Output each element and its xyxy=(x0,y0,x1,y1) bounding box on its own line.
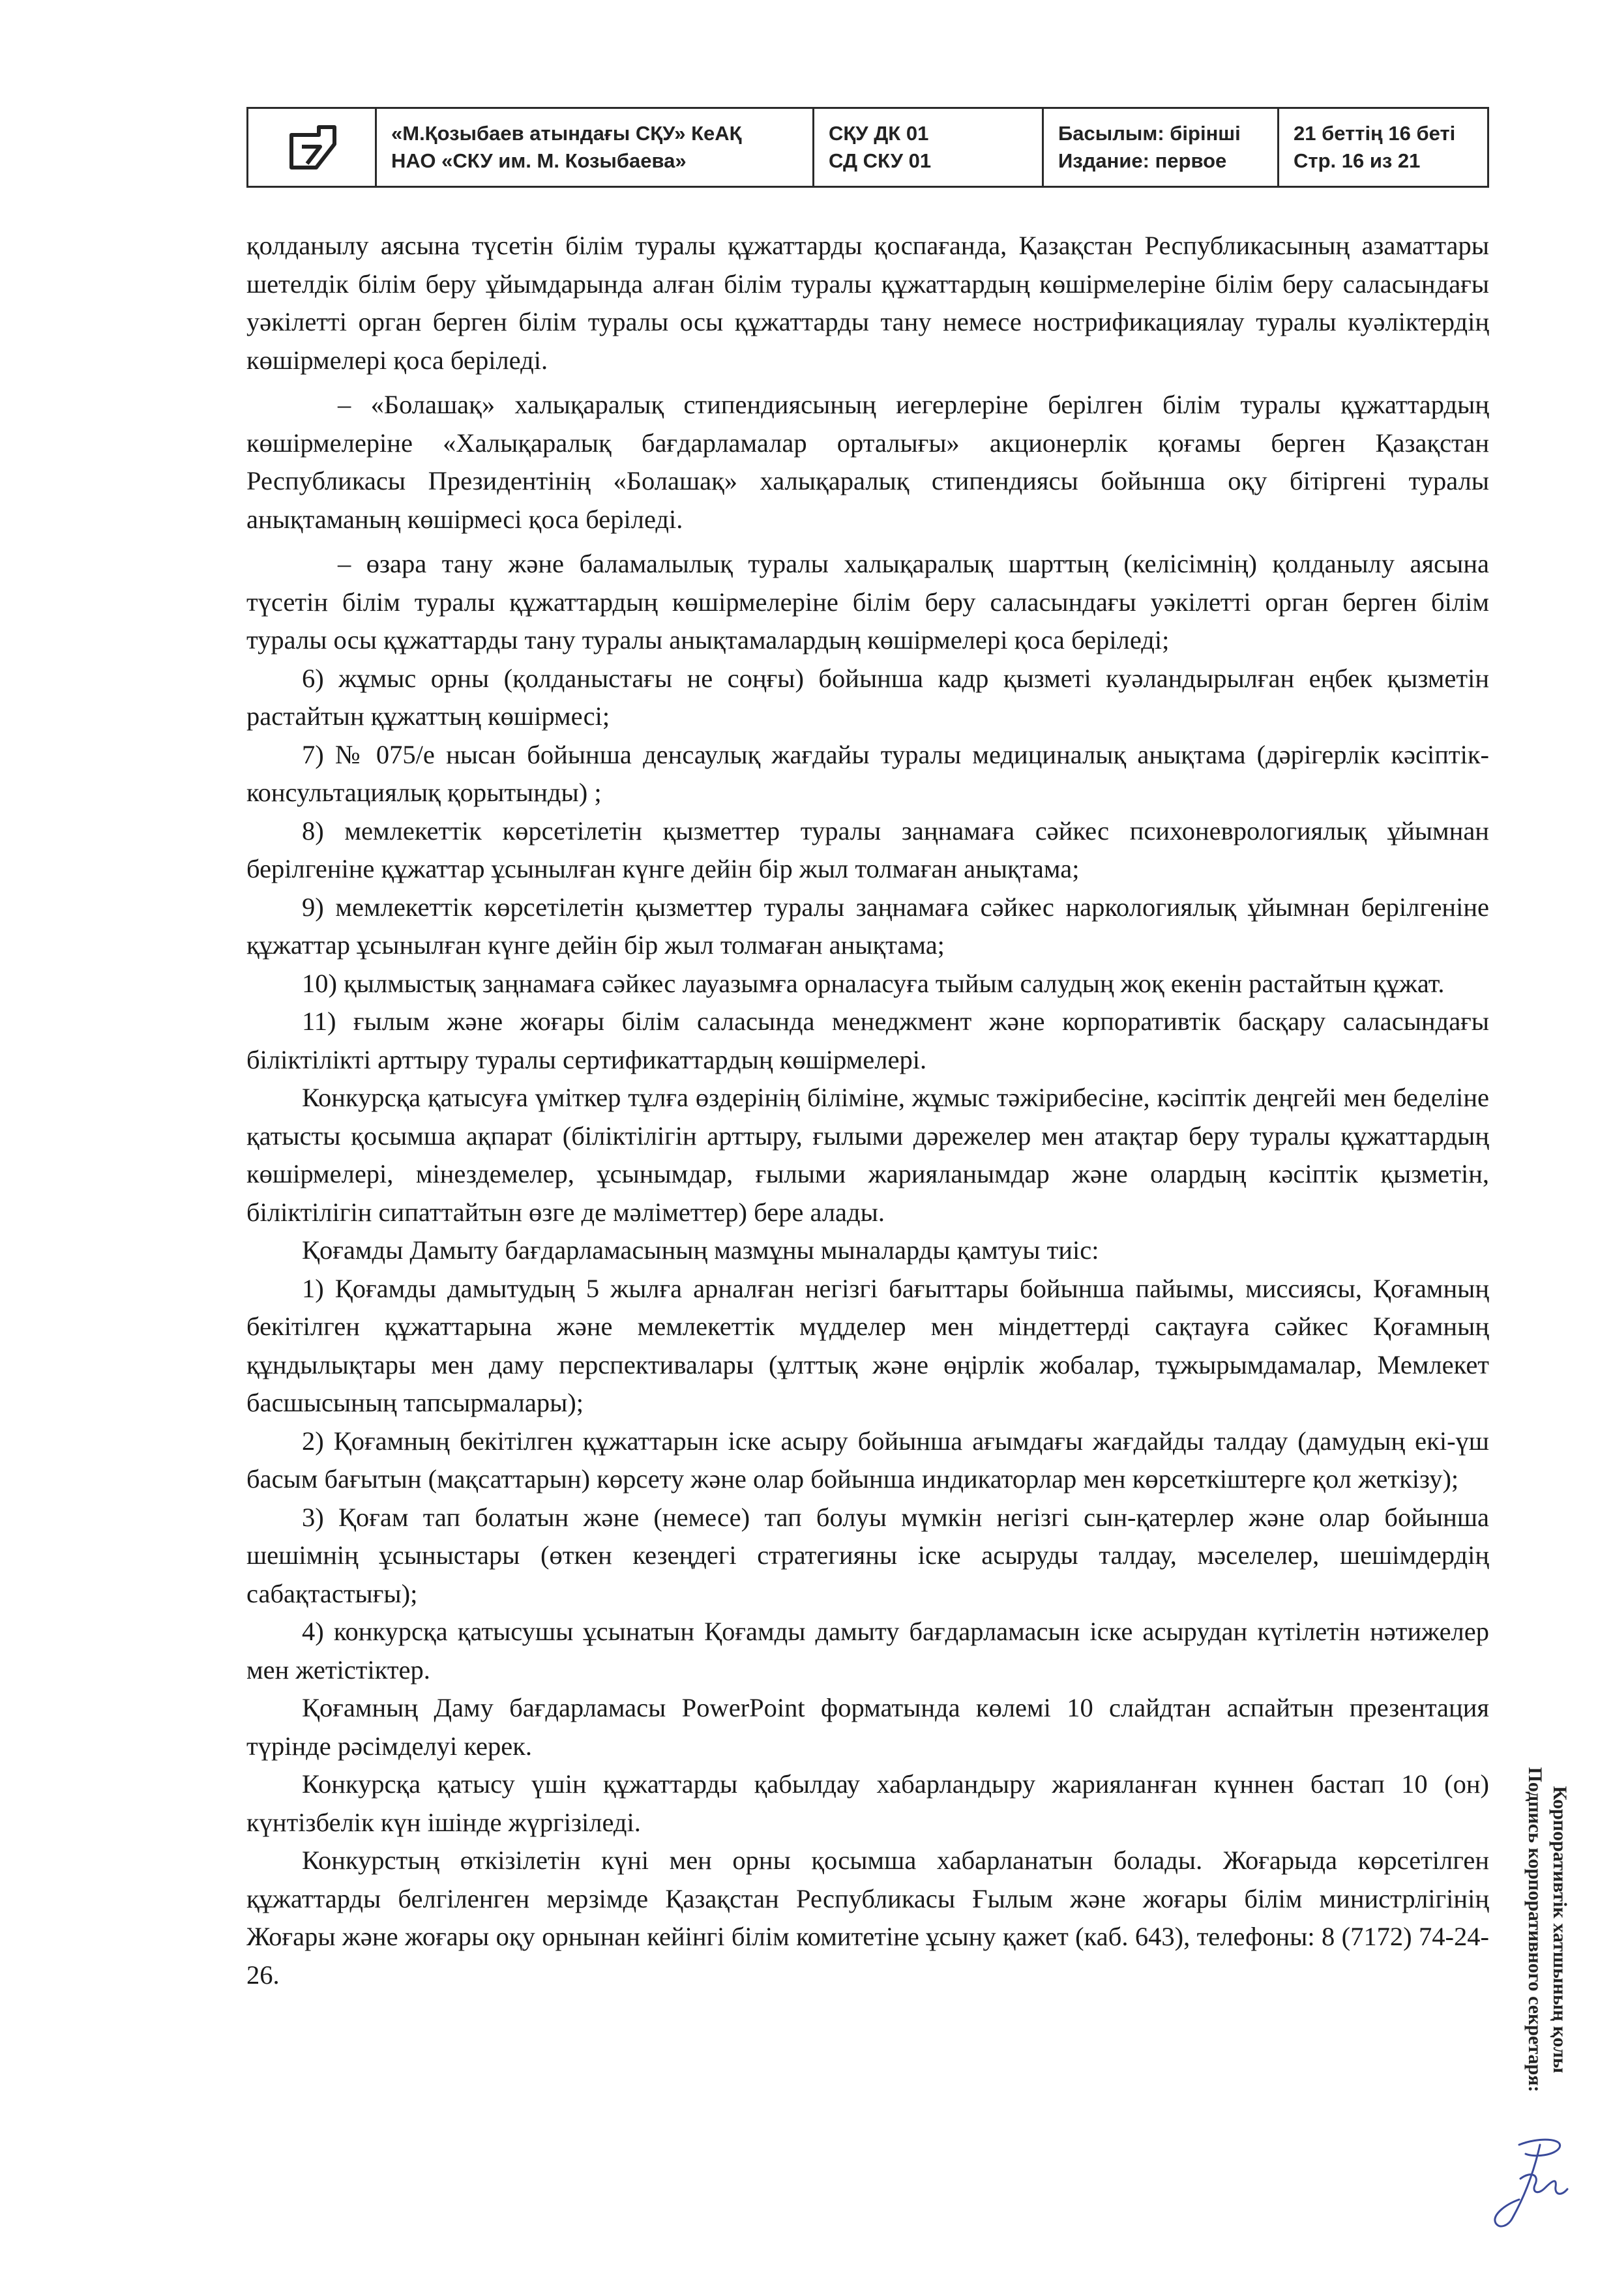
document-body xyxy=(246,227,1489,1994)
numbered-list-item: 2) Қоғамның бекітілген құжаттарын іске асыру бойынша ағымдағы жағдайды талдау (дамудың екі-үш басым бағытын (мақсаттарын) көрсету және олар бойынша индикаторлар мен көрсеткіштерге қол жеткізу); xyxy=(246,1426,1489,1494)
handwritten-signature xyxy=(1480,2132,1578,2236)
organization-cell xyxy=(377,109,814,186)
numbered-list-item: 1) Қоғамды дамытудың 5 жылға арналған негізгі бағыттары бойынша пайымы, миссиясы, Қоғамның бекітілген құжаттарына және мемлекеттік мүдделер мен міндеттерді сақтауға сәйкес Қоғамның құндылықтары мен даму перспективалары (ұлттық және өңірлік жобалар, тұжырымдамалар, Мемлекет басшысының тапсырмалары); xyxy=(246,1273,1489,1417)
paragraph: Конкурсқа қатысуға үміткер тұлға өздерінің біліміне, жұмыс тәжірибесіне, кәсіптік деңгейі мен беделіне қатысты қосымша ақпарат (біліктілігін арттыру, ғылыми дәрежелер мен атақтар беру туралы құжаттардың көшірмелері, мінездемелер, ұсынымдар, ғылыми жарияланымдар және олардың кәсіптік қызметін, біліктілігін сипаттайтын өзге де мәліметтер) бере алады. xyxy=(246,1083,1489,1227)
numbered-list-item: 6) жұмыс орны (қолданыстағы не соңғы) бойынша кадр қызметі куәландырылған еңбек қызметін растайтын құжаттың көшірмесі; xyxy=(246,663,1489,731)
page-number-cell xyxy=(1279,109,1487,186)
paragraph: Конкурстың өткізілетін күні мен орны қосымша хабарланатын болады. Жоғарыда көрсетілген құжаттарды белгіленген мерзімде Қазақстан Республикасы Ғылым және жоғары білім министрлігінің Жоғары және жоғары оқу орнынан кейінгі білім комитетіне ұсыну қажет (каб. 643), телефоны: 8 (7172) 74-24-26. xyxy=(246,1846,1489,1990)
dash-list-item: – өзара тану және баламалылық туралы халықаралық шарттың (келісімнің) қолданылу аясына түсетін білім туралы құжаттардың көшірмелеріне білім беру саласындағы уәкілетті орган берген білім туралы осы құжаттарды тану туралы анықтамалардың көшірмелері қоса беріледі; xyxy=(246,549,1489,655)
paragraph: қолданылу аясына түсетін білім туралы құжаттарды қоспағанда, Қазақстан Республикасының азаматтары шетелдік білім беру ұйымдарында алған білім туралы құжаттардың көшірмелеріне білім беру саласындағы уәкілетті орган берген білім туралы осы құжаттарды тану немесе нострификациялау туралы куәліктердің көшірмелері қоса беріледі. xyxy=(246,231,1489,375)
numbered-list-item: 10) қылмыстық заңнамаға сәйкес лауазымға орналасуға тыйым салудың жоқ екенін растайтын құжат. xyxy=(302,968,1445,998)
numbered-list-item: 7) № 075/е нысан бойынша денсаулық жағдайы туралы медициналық анықтама (дәрігерлік кәсіптік- консультациялық қорытынды) ; xyxy=(246,739,1489,807)
document-code-ru: СД СКУ 01 xyxy=(829,149,932,172)
organization-name-ru: НАО «СКУ им. М. Козыбаева» xyxy=(391,149,687,172)
edition-cell xyxy=(1044,109,1279,186)
paragraph: Конкурсқа қатысу үшін құжаттарды қабылдау хабарландыру жарияланған күннен бастап 10 (он) күнтізбелік күн ішінде жүргізіледі. xyxy=(246,1769,1489,1837)
organization-name-kz: «М.Қозыбаев атындағы СҚУ» КеАҚ xyxy=(391,122,742,145)
numbered-list-item: 4) конкурсқа қатысушы ұсынатын Қоғамды дамыту бағдарламасын іске асырудан күтілетін нәтижелер мен жетістіктер. xyxy=(246,1617,1489,1685)
university-logo-icon xyxy=(282,118,341,177)
edition-kz: Басылым: бірінші xyxy=(1058,122,1241,145)
numbered-list-item: 9) мемлекеттік көрсетілетін қызметтер туралы заңнамаға сәйкес наркологиялық ұйымнан берілгеніне құжаттар ұсынылған күнге дейін бір жыл толмаған анықтама; xyxy=(246,892,1489,960)
signature-label-kz: Корпоративтік хатшының қолы xyxy=(1549,1786,1571,2074)
edition-ru: Издание: первое xyxy=(1058,149,1227,172)
page-number-kz: 21 беттің 16 беті xyxy=(1294,122,1456,145)
document-code-cell xyxy=(814,109,1044,186)
margin-signature-text xyxy=(1522,1760,1572,2099)
numbered-list-item: 11) ғылым және жоғары білім саласында менеджмент және корпоративтік басқару саласындағы біліктілікті арттыру туралы сертификаттардың көшірмелері. xyxy=(246,1007,1489,1074)
paragraph: Қоғамды Дамыту бағдарламасының мазмұны мыналарды қамтуы тиіс: xyxy=(302,1235,1099,1265)
signature-label-ru: Подпись корпоративного секретаря: xyxy=(1524,1767,1546,2093)
logo-cell xyxy=(248,109,377,186)
document-header-table xyxy=(246,107,1489,188)
dash-list-item: – «Болашақ» халықаралық стипендиясының иегерлеріне берілген білім туралы құжаттардың көшірмелеріне «Халықаралық бағдарламалар орталығы» акционерлік қоғамы берген Қазақстан Республикасы Президентінің «Болашақ» халықаралық стипендиясы бойынша оқу бітіргені туралы анықтаманың көшірмесі қоса беріледі. xyxy=(246,390,1489,534)
numbered-list-item: 3) Қоғам тап болатын және (немесе) тап болуы мүмкін негізгі сын-қатерлер және олар бойынша шешімнің ұсыныстары (өткен кезеңдегі стратегияны іске асыруды талдау, мәселелер, шешімдердің сабақтастығы); xyxy=(246,1502,1489,1608)
paragraph: Қоғамның Даму бағдарламасы PowerPoint форматында көлемі 10 слайдтан аспайтын презентация түрінде рәсімделуі керек. xyxy=(246,1693,1489,1761)
document-code-kz: СҚУ ДК 01 xyxy=(829,122,929,145)
margin-signature-label xyxy=(1511,1760,1583,2099)
page-number-ru: Стр. 16 из 21 xyxy=(1294,149,1421,172)
numbered-list-item: 8) мемлекеттік көрсетілетін қызметтер туралы заңнамаға сәйкес психоневрологиялық ұйымнан берілгеніне құжаттар ұсынылған күнге дейін бір жыл толмаған анықтама; xyxy=(246,816,1489,883)
